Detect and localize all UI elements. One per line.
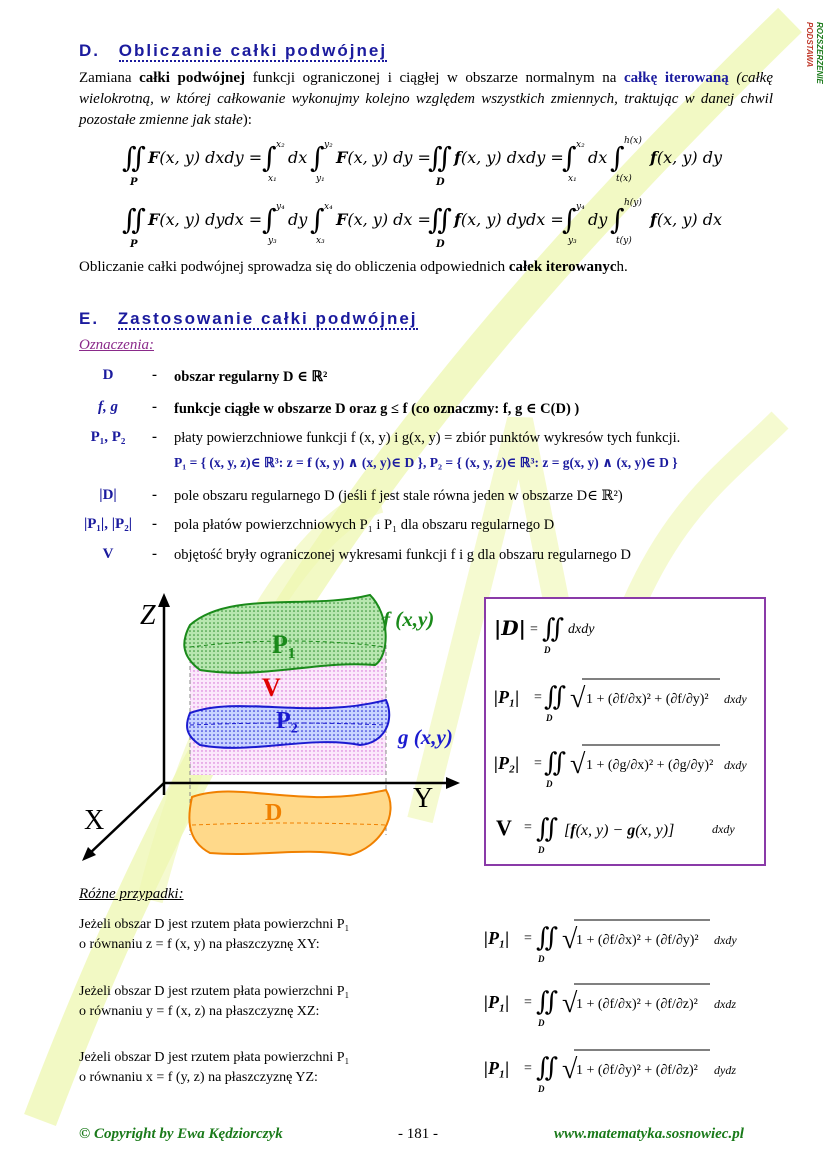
svg-text:1 + (∂f/∂x)² + (∂f/∂z)²: 1 + (∂f/∂x)² + (∂f/∂z)² xyxy=(576,997,698,1012)
svg-text:∫: ∫ xyxy=(262,141,277,174)
notation-text: objętość bryły ograniczonej wykresami funkcji f i g dla obszaru regularnego D xyxy=(174,547,632,563)
svg-text:∬: ∬ xyxy=(536,814,559,843)
svg-text:∫: ∫ xyxy=(310,141,325,174)
svg-text:h(y): h(y) xyxy=(624,198,642,208)
section-e-title: Zastosowanie całki podwójnej xyxy=(117,309,418,328)
notation-symbol: D xyxy=(102,367,114,383)
svg-text:y₃: y₃ xyxy=(268,236,277,246)
surface-p1-label: P₁ xyxy=(272,630,296,659)
svg-text:∬: ∬ xyxy=(536,1053,559,1082)
notation-dash: - xyxy=(152,516,157,532)
svg-text:dy: dy xyxy=(588,210,608,229)
page-number: - 181 - xyxy=(398,1126,438,1142)
svg-text:dxdz: dxdz xyxy=(714,997,736,1011)
svg-text:∫: ∫ xyxy=(262,203,277,236)
para-text: h. xyxy=(616,259,628,275)
svg-text:dxdy: dxdy xyxy=(724,758,747,772)
case-line: o równaniu x = f (y, z) na płaszczyznę YZ: xyxy=(79,1070,318,1085)
case-line: o równaniu y = f (x, z) na płaszczyznę XZ: xyxy=(79,1004,320,1019)
svg-text:∬: ∬ xyxy=(122,203,146,236)
svg-text:f(x, y) dxdy =: f(x, y) dxdy = xyxy=(454,148,564,167)
section-d-letter: D. xyxy=(79,41,100,60)
para-text: Obliczanie całki podwójnej sprowadza się do obliczenia odpowiednich xyxy=(79,259,509,275)
svg-text:∫: ∫ xyxy=(562,203,577,236)
axis-y-label: Y xyxy=(413,783,434,814)
svg-text:1 + (∂g/∂x)² + (∂g/∂y)²: 1 + (∂g/∂x)² + (∂g/∂y)² xyxy=(586,758,714,773)
axis-x-label: X xyxy=(84,805,105,836)
svg-text:D: D xyxy=(538,1018,545,1028)
svg-text:∬: ∬ xyxy=(122,141,146,174)
svg-text:dxdy: dxdy xyxy=(724,692,747,706)
svg-text:|D|: |D| xyxy=(494,616,526,640)
section-e-letter: E. xyxy=(79,309,100,328)
svg-text:F(x, y) dxdy =: F(x, y) dxdy = xyxy=(148,148,263,167)
svg-text:√: √ xyxy=(562,1054,578,1085)
section-d-heading xyxy=(79,41,387,61)
notation-dash: - xyxy=(152,399,157,415)
svg-text:y₃: y₃ xyxy=(568,236,577,246)
notation-text: P₁ = { (x, y, z)∈ ℝ³: z = f (x, y) ∧ (x, y)∈ D }, P₂ = { (x, y, z)∈ ℝ³: z = g(x, y) ∧ (x, y)∈ D } xyxy=(174,455,678,470)
svg-text:|P₁|: |P₁| xyxy=(484,928,510,948)
svg-text:∫: ∫ xyxy=(310,203,325,236)
side-tag-extended: ROZSZERZENIE xyxy=(815,22,824,84)
region-d-label: D xyxy=(265,800,283,826)
case-text xyxy=(79,1048,349,1088)
iterated-integral-formula-1 xyxy=(122,133,742,195)
svg-text:=: = xyxy=(524,820,532,835)
para-bold-blue: całkę iterowaną xyxy=(623,70,729,86)
svg-text:t(x): t(x) xyxy=(616,174,632,184)
region-d-shape xyxy=(189,790,390,855)
para-text: funkcji ograniczonej i ciągłej w obszarze normalnym na xyxy=(245,70,624,86)
svg-text:x₄: x₄ xyxy=(324,202,333,212)
notation-text: pola płatów powierzchniowych P₁ i P₁ dla obszaru regularnego D xyxy=(174,517,555,533)
formula-box-math xyxy=(486,599,764,864)
function-g-label: g (x,y) xyxy=(398,725,453,749)
svg-text:P: P xyxy=(130,239,138,250)
notation-text: obszar regularny D ∈ ℝ² xyxy=(174,369,328,385)
svg-text:y₄: y₄ xyxy=(576,202,585,212)
svg-text:∬: ∬ xyxy=(428,141,452,174)
notation-symbol: V xyxy=(102,546,114,562)
svg-text:y₂: y₂ xyxy=(324,140,333,150)
svg-text:1 + (∂f/∂x)² + (∂f/∂y)²: 1 + (∂f/∂x)² + (∂f/∂y)² xyxy=(586,692,709,707)
para-bold: całki podwójnej xyxy=(139,70,245,86)
svg-text:|P₁|: |P₁| xyxy=(494,687,520,707)
svg-text:∬: ∬ xyxy=(536,923,559,952)
svg-text:√: √ xyxy=(570,683,586,714)
svg-text:=: = xyxy=(534,756,542,771)
svg-text:x₁: x₁ xyxy=(268,174,277,184)
para-text: Zamiana xyxy=(79,70,140,86)
svg-text:√: √ xyxy=(570,749,586,780)
svg-text:dx: dx xyxy=(288,148,308,167)
svg-text:1 + (∂f/∂x)² + (∂f/∂y)²: 1 + (∂f/∂x)² + (∂f/∂y)² xyxy=(576,933,699,948)
volume-v-label: V xyxy=(262,673,281,702)
section-d-paragraph xyxy=(79,68,773,131)
svg-text:f(x, y) dydx =: f(x, y) dydx = xyxy=(454,210,564,229)
svg-text:x₂: x₂ xyxy=(576,140,585,150)
case-text xyxy=(79,915,349,955)
svg-text:dxdy: dxdy xyxy=(712,822,735,836)
notation-symbol: |D| xyxy=(99,487,117,503)
section-d-title: Obliczanie całki podwójnej xyxy=(118,41,388,60)
svg-text:F(x, y) dy =: F(x, y) dy = xyxy=(336,148,431,167)
surface-p2-label: P₂ xyxy=(276,708,298,734)
svg-text:D: D xyxy=(546,713,553,723)
svg-text:x₂: x₂ xyxy=(276,140,285,150)
svg-text:D: D xyxy=(436,239,445,250)
notation-dash: - xyxy=(152,367,157,383)
svg-text:V: V xyxy=(496,815,512,840)
svg-text:∬: ∬ xyxy=(542,614,565,643)
svg-text:√: √ xyxy=(562,988,578,1019)
notation-dash: - xyxy=(152,487,157,503)
svg-text:f(x, y) dy: f(x, y) dy xyxy=(650,148,722,167)
case-line: Jeżeli obszar D jest rzutem płata powierzchni P₁ xyxy=(79,917,350,932)
para-italic: (całkę wielokrotną, w której całkowanie wykonujmy kolejno względem wszystkich zmiennych, traktując w danej chwil pozostałe zmienne jak stałe xyxy=(79,70,773,128)
case-line: o równaniu z = f (x, y) na płaszczyznę XY: xyxy=(79,937,320,952)
para-bold: całek iterowanyc xyxy=(508,259,617,275)
footer-copyright: © Copyright by Ewa Kędziorczyk xyxy=(79,1126,283,1142)
section-e-heading xyxy=(79,309,418,329)
svg-text:∫: ∫ xyxy=(610,141,625,174)
iterated-integral-formula-2 xyxy=(122,195,742,257)
svg-text:dx: dx xyxy=(588,148,608,167)
notation-text: płaty powierzchniowe funkcji f (x, y) i g(x, y) = zbiór punktów wykresów tych funkcji. xyxy=(174,430,681,446)
notation-text: pole obszaru regularnego D (jeśli f jest stale równa jeden w obszarze D∈ ℝ²) xyxy=(174,488,623,504)
svg-text:x₃: x₃ xyxy=(316,236,325,246)
svg-text:D: D xyxy=(538,954,545,964)
formula-box xyxy=(484,597,766,866)
para-text: ): xyxy=(242,112,252,128)
notation-label: Oznaczenia: xyxy=(79,337,154,353)
svg-text:∫: ∫ xyxy=(562,141,577,174)
svg-text:=: = xyxy=(530,622,538,637)
axis-z-label: Z xyxy=(140,600,156,631)
svg-text:∫: ∫ xyxy=(610,203,625,236)
svg-text:=: = xyxy=(524,931,532,946)
cases-label: Różne przypadki: xyxy=(79,886,184,902)
notation-dash: - xyxy=(152,429,157,445)
svg-text:dxdy: dxdy xyxy=(568,622,595,637)
svg-text:f(x, y) dx: f(x, y) dx xyxy=(650,210,722,229)
case-line: Jeżeli obszar D jest rzutem płata powierzchni P₁ xyxy=(79,1050,350,1065)
svg-text:|P₁|: |P₁| xyxy=(484,992,510,1012)
svg-text:D: D xyxy=(538,1084,545,1094)
svg-text:F(x, y) dx =: F(x, y) dx = xyxy=(336,210,431,229)
svg-text:y₁: y₁ xyxy=(316,174,325,184)
notation-symbol: P₁, P₂ xyxy=(90,429,126,445)
notation-symbol: |P₁|, |P₂| xyxy=(83,516,133,532)
svg-text:|P₂|: |P₂| xyxy=(494,753,520,773)
svg-text:[f(x, y) − g(x, y)]: [f(x, y) − g(x, y)] xyxy=(564,822,675,839)
section-d-conclusion xyxy=(79,257,628,278)
svg-text:√: √ xyxy=(562,924,578,955)
svg-text:∬: ∬ xyxy=(544,682,567,711)
svg-text:=: = xyxy=(524,995,532,1010)
svg-text:|P₁|: |P₁| xyxy=(484,1058,510,1078)
cases-formulas xyxy=(482,900,772,1100)
svg-text:∬: ∬ xyxy=(544,748,567,777)
svg-text:F(x, y) dydx =: F(x, y) dydx = xyxy=(148,210,263,229)
svg-text:1 + (∂f/∂y)² + (∂f/∂z)²: 1 + (∂f/∂y)² + (∂f/∂z)² xyxy=(576,1063,698,1078)
svg-text:dy: dy xyxy=(288,210,308,229)
svg-text:=: = xyxy=(534,690,542,705)
footer-url[interactable]: www.matematyka.sosnowiec.pl xyxy=(554,1126,744,1142)
svg-text:y₄: y₄ xyxy=(276,202,285,212)
svg-text:x₁: x₁ xyxy=(568,174,577,184)
case-line: Jeżeli obszar D jest rzutem płata powierzchni P₁ xyxy=(79,984,350,999)
case-text xyxy=(79,982,349,1022)
svg-text:D: D xyxy=(544,645,551,655)
svg-text:D: D xyxy=(546,779,553,789)
svg-text:t(y): t(y) xyxy=(616,236,632,246)
svg-text:P: P xyxy=(130,177,138,188)
svg-text:dxdy: dxdy xyxy=(714,933,737,947)
side-tag-basic: PODSTAWA xyxy=(805,22,814,68)
svg-text:dydz: dydz xyxy=(714,1063,736,1077)
notation-symbol: f, g xyxy=(98,399,118,415)
svg-text:=: = xyxy=(524,1061,532,1076)
svg-text:∬: ∬ xyxy=(428,203,452,236)
notation-dash: - xyxy=(152,546,157,562)
svg-text:h(x): h(x) xyxy=(624,136,642,146)
svg-text:D: D xyxy=(538,845,545,855)
notation-text: funkcje ciągłe w obszarze D oraz g ≤ f (co oznaczmy: f, g ∈ C(D) ) xyxy=(174,401,580,417)
svg-text:∬: ∬ xyxy=(536,987,559,1016)
svg-text:D: D xyxy=(436,177,445,188)
function-f-label: f (x,y) xyxy=(383,607,435,631)
